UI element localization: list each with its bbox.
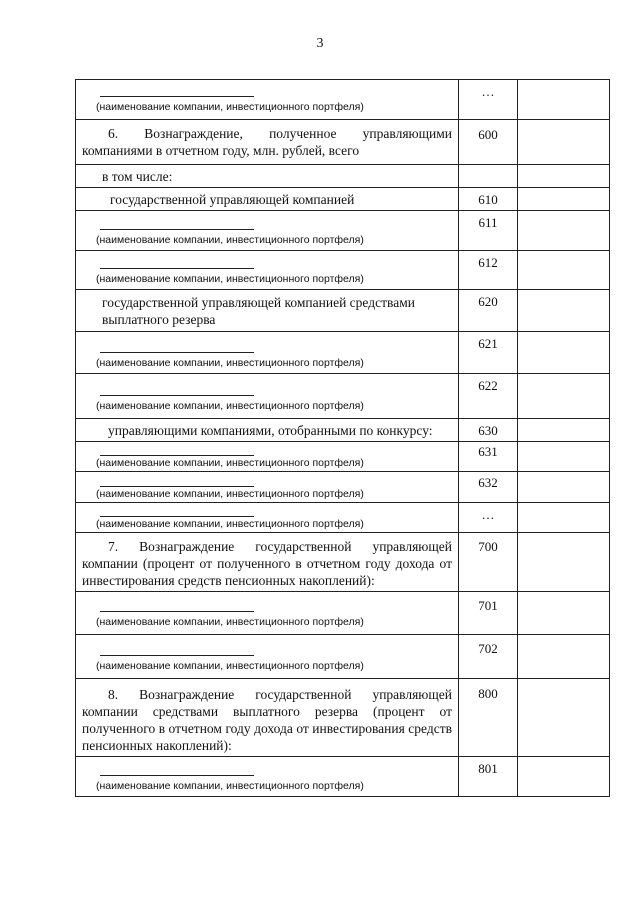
caption-company-portfolio: (наименование компании, инвестиционного портфеля) [96, 518, 364, 530]
caption-company-portfolio: (наименование компании, инвестиционного портфеля) [96, 616, 364, 628]
row-code: 701 [459, 592, 518, 635]
report-table [75, 79, 610, 797]
value-cell[interactable] [518, 165, 610, 188]
value-cell[interactable] [518, 757, 610, 797]
row-code: … [459, 80, 518, 120]
table-row [76, 419, 610, 442]
value-cell[interactable] [518, 503, 610, 533]
row-code: … [459, 503, 518, 533]
value-cell[interactable] [518, 679, 610, 757]
table-row [76, 533, 610, 592]
caption-company-portfolio: (наименование компании, инвестиционного портфеля) [96, 400, 364, 412]
row-code: 620 [459, 290, 518, 332]
blank-line [100, 352, 254, 353]
value-cell[interactable] [518, 592, 610, 635]
blank-line [100, 455, 254, 456]
value-cell[interactable] [518, 635, 610, 679]
table-row [76, 120, 610, 165]
description-cell [76, 679, 459, 757]
caption-company-portfolio: (наименование компании, инвестиционного портфеля) [96, 488, 364, 500]
value-cell[interactable] [518, 332, 610, 374]
page-number: 3 [316, 36, 324, 51]
caption-company-portfolio: (наименование компании, инвестиционного портфеля) [96, 660, 364, 672]
blank-line [100, 516, 254, 517]
value-cell[interactable] [518, 290, 610, 332]
value-cell[interactable] [518, 211, 610, 251]
table-row [76, 757, 610, 797]
table-row [76, 472, 610, 503]
row-code: 611 [459, 211, 518, 251]
value-cell[interactable] [518, 80, 610, 120]
row-label: управляющими компаниями, отобранными по конкурсу: [108, 423, 433, 438]
caption-company-portfolio: (наименование компании, инвестиционного портфеля) [96, 357, 364, 369]
description-cell [76, 211, 459, 251]
row-code: 700 [459, 533, 518, 592]
value-cell[interactable] [518, 120, 610, 165]
caption-company-portfolio: (наименование компании, инвестиционного портфеля) [96, 780, 364, 792]
description-cell [76, 165, 459, 188]
row-code: 702 [459, 635, 518, 679]
table-row [76, 332, 610, 374]
row-label: государственной управляющей компанией средствами выплатного резерва [102, 295, 415, 327]
description-cell [76, 592, 459, 635]
table-row [76, 503, 610, 533]
blank-line [100, 395, 254, 396]
caption-company-portfolio: (наименование компании, инвестиционного портфеля) [96, 457, 364, 469]
table-row [76, 80, 610, 120]
value-cell[interactable] [518, 251, 610, 290]
row-code: 622 [459, 374, 518, 419]
blank-line [100, 96, 254, 97]
row-label: 6. Вознаграждение, полученное управляющими компаниями в отчетном году, млн. рублей, всего [82, 126, 452, 158]
row-code: 621 [459, 332, 518, 374]
row-code [459, 165, 518, 188]
row-label: государственной управляющей компанией [110, 192, 355, 207]
table-row [76, 290, 610, 332]
caption-company-portfolio: (наименование компании, инвестиционного портфеля) [96, 273, 364, 285]
description-cell [76, 80, 459, 120]
table-row [76, 442, 610, 472]
blank-line [100, 655, 254, 656]
blank-line [100, 611, 254, 612]
table-row [76, 679, 610, 757]
blank-line [100, 775, 254, 776]
value-cell[interactable] [518, 419, 610, 442]
row-code: 800 [459, 679, 518, 757]
row-label: 8. Вознаграждение государственной управляющей компании средствами выплатного резерва (процент от полученного в отчетном году дохода от инвестирования средств пенсионных накоплений): [82, 687, 452, 753]
row-code: 610 [459, 188, 518, 211]
blank-line [100, 486, 254, 487]
caption-company-portfolio: (наименование компании, инвестиционного портфеля) [96, 101, 364, 113]
table-row [76, 211, 610, 251]
table-row [76, 188, 610, 211]
row-code: 630 [459, 419, 518, 442]
table-row [76, 374, 610, 419]
table-row [76, 592, 610, 635]
blank-line [100, 268, 254, 269]
value-cell[interactable] [518, 442, 610, 472]
value-cell[interactable] [518, 374, 610, 419]
description-cell [76, 251, 459, 290]
row-label: в том числе: [102, 169, 173, 184]
caption-company-portfolio: (наименование компании, инвестиционного портфеля) [96, 234, 364, 246]
value-cell[interactable] [518, 533, 610, 592]
row-code: 600 [459, 120, 518, 165]
row-code: 631 [459, 442, 518, 472]
description-cell [76, 757, 459, 797]
table-row [76, 635, 610, 679]
description-cell [76, 472, 459, 503]
table-row [76, 251, 610, 290]
table-row [76, 165, 610, 188]
description-cell [76, 503, 459, 533]
description-cell [76, 120, 459, 165]
row-label: 7. Вознаграждение государственной управляющей компании (процент от полученного в отчетном году дохода от инвестирования средств пенсионных накоплений): [82, 539, 452, 588]
description-cell [76, 332, 459, 374]
blank-line [100, 229, 254, 230]
description-cell [76, 635, 459, 679]
description-cell [76, 533, 459, 592]
value-cell[interactable] [518, 472, 610, 503]
description-cell [76, 442, 459, 472]
description-cell [76, 188, 459, 211]
description-cell [76, 374, 459, 419]
description-cell [76, 290, 459, 332]
description-cell [76, 419, 459, 442]
row-code: 612 [459, 251, 518, 290]
row-code: 632 [459, 472, 518, 503]
row-code: 801 [459, 757, 518, 797]
value-cell[interactable] [518, 188, 610, 211]
